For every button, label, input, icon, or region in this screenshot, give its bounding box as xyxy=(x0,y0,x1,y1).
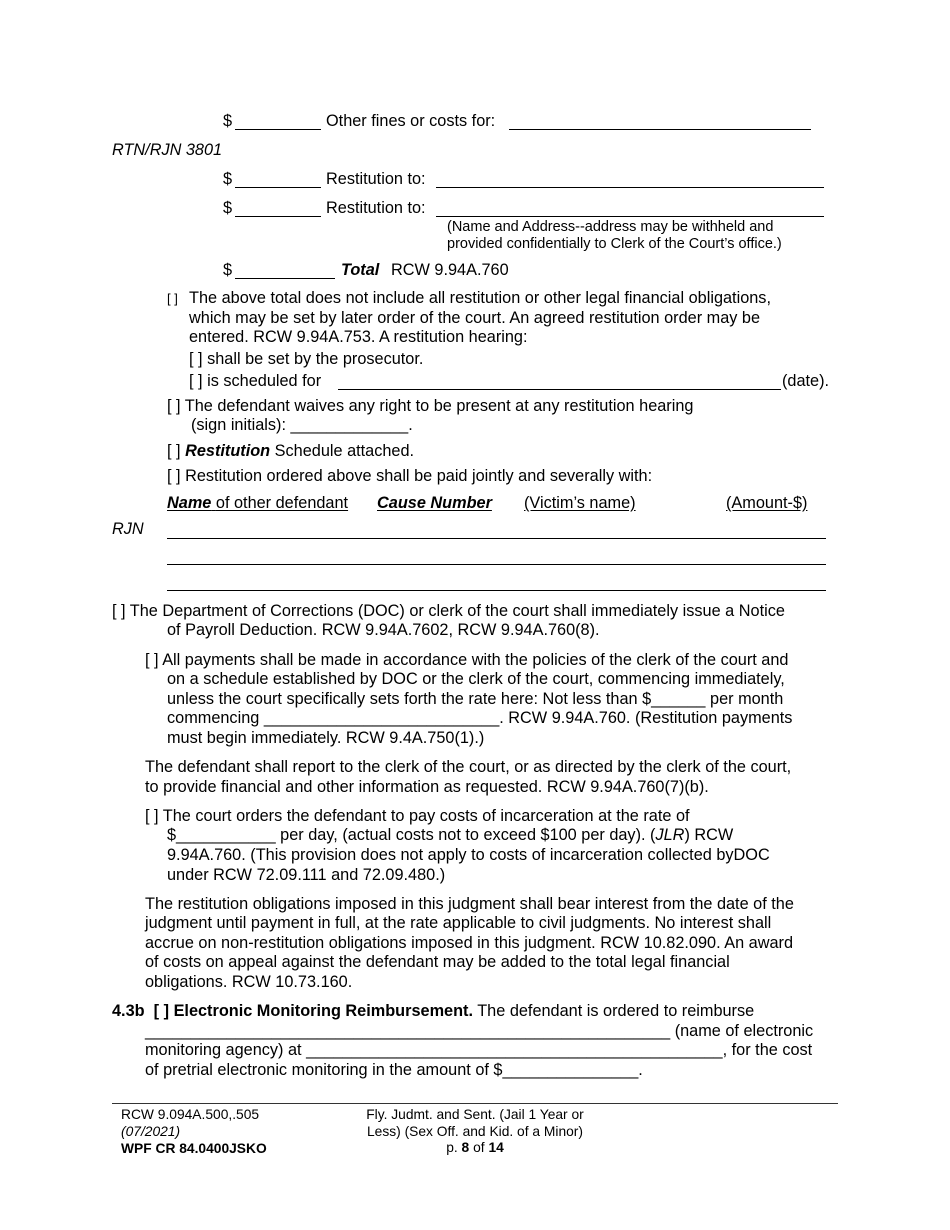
payments-line5: must begin immediately. RCW 9.4A.750(1).) xyxy=(167,729,485,747)
doc-notice-line2: of Payroll Deduction. RCW 9.94A.7602, RCW 9.94A.760(8). xyxy=(167,621,600,639)
schedule-attached[interactable] xyxy=(167,442,414,462)
restitution-amount-blank-2[interactable] xyxy=(235,216,321,217)
amount-header: (Amount-$) xyxy=(726,494,808,512)
restitution-to-label-2: Restitution to: xyxy=(326,199,426,217)
report-line2: to provide financial and other information as requested. RCW 9.94A.760(7)(b). xyxy=(145,778,709,796)
waive-line1[interactable]: [ ] The defendant waives any right to be present at any restitution hearing xyxy=(167,397,694,415)
incarceration-line2-a: $___________ per day, (actual costs not to exceed $100 per day). ( xyxy=(167,826,656,844)
restitution-amount-blank-1[interactable] xyxy=(235,187,321,188)
victim-name-header: (Victim’s name) xyxy=(524,494,636,512)
electronic-monitoring-heading xyxy=(112,1002,754,1022)
name-column-header xyxy=(167,494,348,514)
footer-title-line1: Fly. Judmt. and Sent. (Jail 1 Year or xyxy=(366,1107,584,1122)
report-line1: The defendant shall report to the clerk of the court, or as directed by the clerk of the court, xyxy=(145,758,792,776)
address-note-line2: provided confidentially to Clerk of the Court’s office.) xyxy=(447,236,782,252)
date-label: (date). xyxy=(782,372,830,390)
incarceration-line2 xyxy=(167,826,733,846)
other-fines-label: Other fines or costs for: xyxy=(326,112,496,130)
jlr-abbrev: JLR xyxy=(655,826,685,844)
joint-row-1[interactable] xyxy=(167,538,826,539)
interest-line2: judgment until payment in full, at the rate applicable to civil judgments. No interest shall xyxy=(145,914,772,932)
interest-line3: accrue on non-restitution obligations imposed in this judgment. RCW 10.82.090. An award xyxy=(145,934,793,952)
interest-line4: of costs on appeal against the defendant may be added to the total legal financial xyxy=(145,953,730,971)
electronic-line4: of pretrial electronic monitoring in the amount of $_______________. xyxy=(145,1061,643,1079)
total-not-include-line2: which may be set by later order of the court. An agreed restitution order may be xyxy=(189,309,761,327)
interest-line5: obligations. RCW 10.73.160. xyxy=(145,973,353,991)
dollar-sign: $ xyxy=(223,170,233,188)
dollar-sign: $ xyxy=(223,199,233,217)
total-label: Total xyxy=(341,261,380,279)
total-amount-blank[interactable] xyxy=(235,278,335,279)
cause-number-header: Cause Number xyxy=(377,494,492,512)
rtn-rjn-code: RTN/RJN 3801 xyxy=(112,141,223,159)
footer-rcw: RCW 9.094A.500,.505 xyxy=(121,1107,260,1122)
electronic-checkbox[interactable]: [ ] xyxy=(153,1002,170,1020)
footer-title-line2: Less) (Sex Off. and Kid. of a Minor) xyxy=(367,1123,583,1139)
total-not-include-checkbox[interactable]: [ ] xyxy=(167,291,178,306)
prosecutor-option[interactable]: [ ] shall be set by the prosecutor. xyxy=(189,350,424,368)
payments-line3: unless the court specifically sets forth the rate here: Not less than $______ per month xyxy=(167,690,784,708)
doc-notice-line1[interactable]: [ ] The Department of Corrections (DOC) or clerk of the court shall immediately issue a Notice xyxy=(112,602,785,620)
incarceration-line4: under RCW 72.09.111 and 72.09.480.) xyxy=(167,866,446,884)
joint-row-2[interactable] xyxy=(167,564,826,565)
name-bold: Name xyxy=(167,494,212,512)
footer-date: (07/2021) xyxy=(121,1124,181,1139)
dollar-sign: $ xyxy=(223,112,233,130)
payments-line2: on a schedule established by DOC or the clerk of the court, commencing immediately, xyxy=(167,670,785,688)
schedule-bold: Restitution xyxy=(185,442,271,460)
restitution-to-label-1: Restitution to: xyxy=(326,170,426,188)
electronic-line1-rest: The defendant is ordered to reimburse xyxy=(477,1002,755,1020)
name-rest: of other defendant xyxy=(215,494,349,512)
restitution-to-blank-2[interactable] xyxy=(436,216,824,217)
total-rcw: RCW 9.94A.760 xyxy=(391,261,509,279)
page-current: 8 xyxy=(461,1140,470,1155)
payments-line4: commencing __________________________. RCW 9.94A.760. (Restitution payments xyxy=(167,709,793,727)
payments-line1[interactable]: [ ] All payments shall be made in accordance with the policies of the clerk of the court and xyxy=(145,651,789,669)
footer-form-id: WPF CR 84.0400JSKO xyxy=(121,1141,267,1156)
footer-divider xyxy=(112,1103,838,1104)
other-fines-blank[interactable] xyxy=(509,129,811,130)
page-number xyxy=(330,1140,620,1157)
joint-row-3[interactable] xyxy=(167,590,826,591)
electronic-line3: monitoring agency) at ______________________________________________, for the cost xyxy=(145,1041,813,1059)
incarceration-line2-b: ) RCW xyxy=(684,826,734,844)
page-of: of xyxy=(473,1140,485,1155)
incarceration-line3: 9.94A.760. (This provision does not apply to costs of incarceration collected byDOC xyxy=(167,846,770,864)
total-not-include-line3: entered. RCW 9.94A.753. A restitution hearing: xyxy=(189,328,528,346)
scheduled-option[interactable]: [ ] is scheduled for xyxy=(189,372,322,390)
interest-line1: The restitution obligations imposed in this judgment shall bear interest from the date of the xyxy=(145,895,794,913)
schedule-checkbox[interactable]: [ ] xyxy=(167,442,181,460)
fine-amount-blank[interactable] xyxy=(235,129,321,130)
electronic-heading: Electronic Monitoring Reimbursement. xyxy=(173,1002,473,1020)
incarceration-line1[interactable]: [ ] The court orders the defendant to pay costs of incarceration at the rate of xyxy=(145,807,690,825)
page-prefix: p. xyxy=(446,1140,458,1155)
jointly-option[interactable]: [ ] Restitution ordered above shall be paid jointly and severally with: xyxy=(167,467,653,485)
rjn-label: RJN xyxy=(112,520,144,538)
section-number: 4.3b xyxy=(112,1002,145,1020)
scheduled-date-blank[interactable] xyxy=(338,389,781,390)
page-total: 14 xyxy=(488,1140,504,1155)
total-not-include-line1: The above total does not include all restitution or other legal financial obligations, xyxy=(189,289,771,307)
schedule-rest: Schedule attached. xyxy=(274,442,415,460)
dollar-sign: $ xyxy=(223,261,233,279)
footer-title xyxy=(330,1107,620,1157)
waive-line2: (sign initials): _____________. xyxy=(191,416,413,434)
address-note-line1: (Name and Address--address may be withheld and xyxy=(447,219,774,235)
restitution-to-blank-1[interactable] xyxy=(436,187,824,188)
electronic-line2: __________________________________________________________ (name of electronic xyxy=(145,1022,814,1040)
